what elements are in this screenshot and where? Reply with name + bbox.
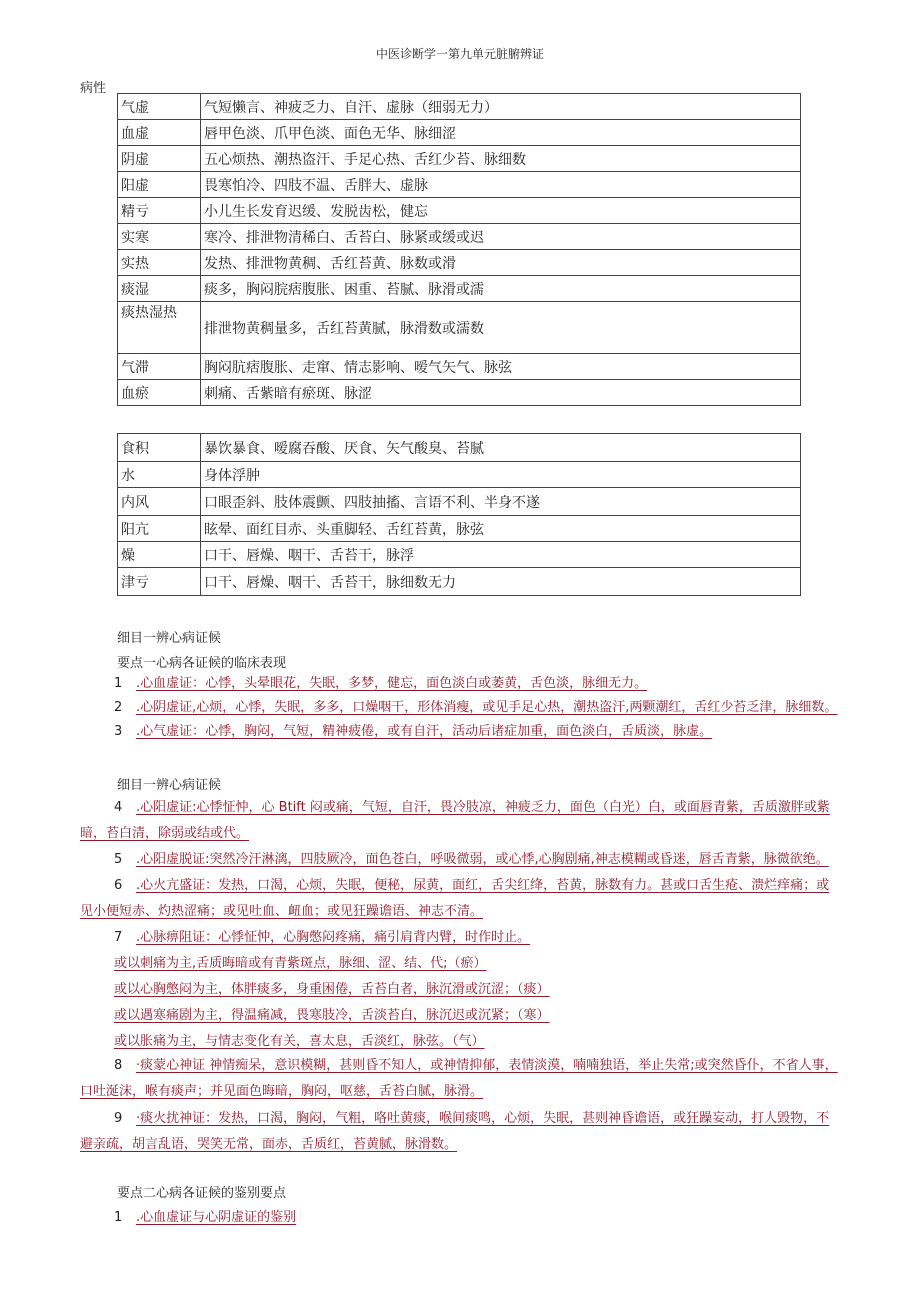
row-key: 实热 bbox=[118, 250, 201, 276]
list-item: 7 .心脉痹阻证：心悸怔忡，心胸憋闷疼痛，痛引肩背内臂，时作时止。 bbox=[114, 930, 531, 945]
row-key: 气滞 bbox=[118, 354, 201, 380]
row-key: 实寒 bbox=[118, 224, 201, 250]
row-value: 五心烦热、潮热盗汗、手足心热、舌红少苔、脉细数 bbox=[201, 146, 801, 172]
table-row bbox=[118, 516, 801, 542]
list-subitem: 或以胀痛为主，与情志变化有关，喜太息，舌淡红，脉弦。（气） bbox=[114, 1034, 485, 1049]
page-title: 中医诊断学一第九单元脏腑辨证 bbox=[375, 47, 544, 61]
row-value: 唇甲色淡、爪甲色淡、面色无华、脉细涩 bbox=[201, 120, 801, 146]
table-row bbox=[118, 462, 801, 488]
row-value: 寒冷、排泄物清稀白、舌苔白、脉紧或缓或迟 bbox=[201, 224, 801, 250]
row-key: 气虚 bbox=[118, 94, 201, 120]
row-key: 痰热湿热 bbox=[118, 302, 201, 354]
table-row bbox=[118, 250, 801, 276]
table-row bbox=[118, 198, 801, 224]
table-row bbox=[118, 276, 801, 302]
table-row bbox=[118, 172, 801, 198]
heading-point-2: 要点二心病各证候的鉴别要点 bbox=[117, 1186, 287, 1201]
list-subitem: 或以刺痛为主,舌质晦暗或有青紫斑点，脉细、涩、结、代;（瘀） bbox=[114, 956, 487, 971]
table-pathogen bbox=[117, 433, 801, 596]
table-row bbox=[118, 94, 801, 120]
table-row bbox=[118, 302, 801, 354]
list-item: 5 .心阳虚脱证:突然冷汗淋漓，四肢厥冷，面色苍白，呼吸微弱，或心悸,心胸剧痛,神志模糊或昏迷，唇舌青紫，脉微欲绝。 bbox=[114, 852, 829, 867]
row-key: 精亏 bbox=[118, 198, 201, 224]
row-key: 食积 bbox=[118, 434, 201, 462]
list-item: 9 ·痰火扰神证：发热，口渴，胸闷，气粗，咯吐黄痰，喉间痰鸣，心烦，失眠，甚则神昏谵语，或狂躁妄动，打人毁物，不 bbox=[114, 1111, 830, 1126]
row-key: 津亏 bbox=[118, 568, 201, 596]
list-item: 1 .心血虚证与心阴虚证的鉴别 bbox=[114, 1210, 297, 1225]
row-value: 刺痛、舌紫暗有瘀斑、脉涩 bbox=[201, 380, 801, 406]
row-value: 排泄物黄稠量多，舌红苔黄腻，脉滑数或濡数 bbox=[201, 302, 801, 354]
row-key: 水 bbox=[118, 462, 201, 488]
section-label: 病性 bbox=[80, 81, 107, 96]
table-row bbox=[118, 146, 801, 172]
row-value: 口干、唇燥、咽干、舌苔干，脉细数无力 bbox=[201, 568, 801, 596]
row-value: 眩晕、面红目赤、头重脚轻、舌红苔黄，脉弦 bbox=[201, 516, 801, 542]
heading-point-1: 要点一心病各证候的临床表现 bbox=[117, 656, 287, 671]
table-row bbox=[118, 380, 801, 406]
list-item-cont: 口吐涎沫，喉有痰声；并见面色晦暗，胸闷，呕慈，舌苔白腻，脉滑。 bbox=[80, 1084, 484, 1099]
row-value: 口干、唇燥、咽干、舌苔干，脉浮 bbox=[201, 542, 801, 568]
table-row bbox=[118, 568, 801, 596]
row-key: 阳亢 bbox=[118, 516, 201, 542]
list-subitem: 或以心胸憋闷为主，体胖痰多，身重困倦，舌苔白者，脉沉滑或沉涩；（痰） bbox=[114, 982, 550, 997]
row-key: 燥 bbox=[118, 542, 201, 568]
list-item-cont: 暗，苔白清，除弱或结或代。 bbox=[80, 826, 250, 841]
list-item-cont: 避亲疏，胡言乱语，哭笑无常，面赤，舌质红，苔黄腻，脉滑数。 bbox=[80, 1137, 458, 1152]
row-value: 发热、排泄物黄稠、舌红苔黄、脉数或滑 bbox=[201, 250, 801, 276]
table-row bbox=[118, 488, 801, 516]
table-disease-nature bbox=[117, 93, 801, 406]
row-value: 痰多，胸闷脘痞腹胀、困重、苔腻、脉滑或濡 bbox=[201, 276, 801, 302]
row-key: 血瘀 bbox=[118, 380, 201, 406]
row-value: 气短懒言、神疲乏力、自汗、虚脉（细弱无力） bbox=[201, 94, 801, 120]
table-row bbox=[118, 434, 801, 462]
list-item: 6 .心火亢盛证：发热，口渴，心烦，失眠，便秘，尿黄，面红，舌尖红绛，苔黄，脉数有力。甚或口舌生疮、溃烂痒痛；或 bbox=[114, 878, 830, 893]
heading-item-1-repeat: 细目一辨心病证候 bbox=[117, 778, 222, 793]
list-item-cont: 见小便短赤、灼热涩痛；或见吐血、衄血；或见狂躁谵语、神志不清。 bbox=[80, 904, 484, 919]
list-subitem: 或以遇寒痛剧为主，得温痛减，畏寒肢冷，舌淡苔白，脉沉迟或沉紧；（寒） bbox=[114, 1008, 550, 1023]
row-value: 口眼歪斜、肢体震颤、四肢抽搐、言语不利、半身不遂 bbox=[201, 488, 801, 516]
row-value: 暴饮暴食、嗳腐吞酸、厌食、矢气酸臭、苔腻 bbox=[201, 434, 801, 462]
list-item: 3 .心气虚证：心悸，胸闷，气短，精神疲倦，或有自汗，活动后诸症加重，面色淡白，舌质淡，脉虚。 bbox=[114, 724, 713, 739]
row-key: 痰湿 bbox=[118, 276, 201, 302]
row-key: 阳虚 bbox=[118, 172, 201, 198]
table-row bbox=[118, 120, 801, 146]
table-row bbox=[118, 542, 801, 568]
list-item: 2 .心阴虚证,心烦，心悸，失眠，多多，口燥咽干，形体消瘦，或见手足心热，潮热盗汗,两颗潮红，舌红少苔乏津，脉细数。 bbox=[114, 700, 838, 715]
list-item: 8 ·痰蒙心神证 神情痴呆，意识模糊，甚则昏不知人，或神情抑郁，表情淡漠，喃喃独语，举止失常;或突然昏仆，不省人事， bbox=[114, 1058, 838, 1073]
row-key: 阴虚 bbox=[118, 146, 201, 172]
table-row bbox=[118, 354, 801, 380]
list-item: 1 .心血虚证：心悸，头晕眼花，失眠，多梦，健忘，面色淡白或萎黄，舌色淡，脉细无力。 bbox=[114, 676, 648, 691]
table-row bbox=[118, 224, 801, 250]
row-value: 身体浮肿 bbox=[201, 462, 801, 488]
heading-item-1: 细目一辨心病证候 bbox=[117, 631, 222, 646]
list-item: 4 .心阳虚证:心悸怔忡，心 Btift 闷或痛，气短，自汗，畏冷肢凉，神疲乏力，面色（白光）白，或面唇青紫，舌质激胖或紫 bbox=[114, 800, 830, 815]
row-value: 畏寒怕冷、四肢不温、舌胖大、虚脉 bbox=[201, 172, 801, 198]
row-value: 胸闷肮痞腹胀、走窜、情志影响、嗳气矢气、脉弦 bbox=[201, 354, 801, 380]
row-key: 内风 bbox=[118, 488, 201, 516]
row-key: 血虚 bbox=[118, 120, 201, 146]
row-value: 小儿生长发育迟缓、发脱齿松，健忘 bbox=[201, 198, 801, 224]
